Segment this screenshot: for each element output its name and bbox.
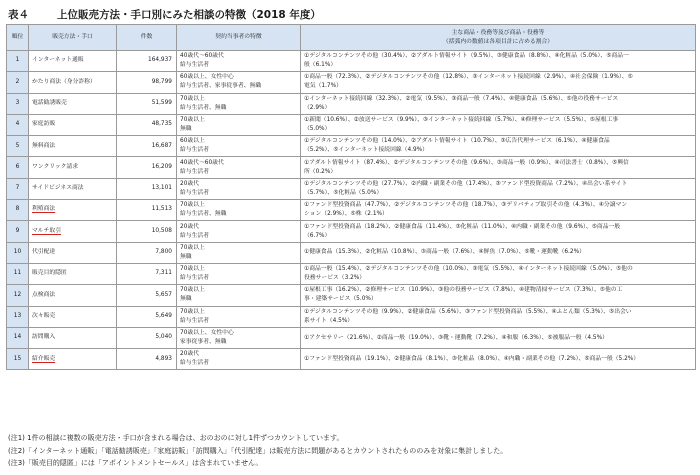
goods-line: ション（2.9%）、⑤株（2.1%） — [304, 211, 388, 218]
goods-line: ①ファンド型投資商品（18.2%）、②健康食品（11.4%）、③化粧品（11.0%）、④内職・副業その他（9.6%）、⑤商品一般 — [304, 223, 621, 230]
table-row — [7, 72, 696, 93]
notes — [8, 432, 507, 470]
goods-line: ①インターネット接続回線（32.3%）、②電気（9.5%）、③商品一般（7.4%）、④健康食品（5.6%）、⑤他の役務サービス — [304, 95, 619, 102]
feature-line: 70歳以上 — [180, 202, 205, 209]
goods-line: ①新聞（10.6%）、②放送サービス（9.9%）、③インターネット接続回線（5.7%）、④修理サービス（5.5%）、⑤屋根工事 — [304, 117, 619, 124]
count-cell: 51,599 — [117, 93, 177, 114]
features-cell — [177, 178, 301, 199]
method-label: サイドビジネス商法 — [32, 185, 84, 192]
features-cell — [177, 221, 301, 242]
goods-cell — [301, 157, 696, 178]
header-rank: 順位 — [7, 25, 29, 51]
rank-cell: 1 — [7, 51, 29, 72]
header-goods-line2: （括弧内の数値は各項目計に占める割合） — [442, 38, 554, 45]
method-cell — [29, 285, 117, 306]
features-cell — [177, 242, 301, 263]
table-row — [7, 93, 696, 114]
count-cell: 7,311 — [117, 263, 177, 284]
feature-line: 給与生活者 — [180, 232, 209, 239]
goods-line: 所（0.2%） — [304, 168, 337, 175]
features-cell — [177, 72, 301, 93]
feature-line: 給与生活者、無職 — [180, 104, 227, 111]
goods-line: 般（6.1%） — [304, 62, 337, 69]
method-label: 利殖商法 — [32, 206, 56, 213]
feature-line: 給与生活者 — [180, 168, 209, 175]
features-cell — [177, 51, 301, 72]
rank-cell: 3 — [7, 93, 29, 114]
count-cell: 11,513 — [117, 200, 177, 221]
method-label: 無料商法 — [32, 142, 56, 149]
goods-cell — [301, 72, 696, 93]
feature-line: 20歳代 — [180, 223, 199, 230]
table-row — [7, 242, 696, 263]
goods-line: ①デジタルコンテンツその他（9.9%）、②健康食品（5.6%）、③ファンド型投資商品（5.5%）、④ふとん類（5.3%）、⑤出会い — [304, 308, 632, 315]
goods-cell — [301, 327, 696, 348]
rank-cell: 6 — [7, 157, 29, 178]
method-cell — [29, 178, 117, 199]
method-cell — [29, 51, 117, 72]
feature-line: 給与生活者 — [180, 275, 209, 282]
count-cell: 5,040 — [117, 327, 177, 348]
goods-cell — [301, 285, 696, 306]
goods-cell — [301, 306, 696, 327]
method-cell — [29, 114, 117, 135]
table-row — [7, 306, 696, 327]
table-row — [7, 349, 696, 370]
goods-cell — [301, 349, 696, 370]
goods-line: （6.7%） — [304, 232, 331, 239]
feature-line: 70歳以上 — [180, 244, 205, 251]
method-cell — [29, 157, 117, 178]
count-cell: 5,657 — [117, 285, 177, 306]
feature-line: 40歳代～60歳代 — [180, 159, 224, 166]
feature-line: 70歳以上 — [180, 266, 205, 273]
header-goods — [301, 25, 696, 51]
goods-line: 系サイト（4.5%） — [304, 317, 354, 324]
header-row — [7, 25, 696, 51]
consultation-table — [6, 24, 696, 370]
features-cell — [177, 200, 301, 221]
rank-cell: 14 — [7, 327, 29, 348]
table-title — [8, 6, 321, 22]
feature-line: 給与生活者 — [180, 189, 209, 196]
goods-line: ①デジタルコンテンツその他（27.7%）、②内職・副業その他（17.4%）、③ファンド型投資商品（7.2%）、④出会い系サイト — [304, 180, 628, 187]
method-cell — [29, 136, 117, 157]
goods-line: ①健康食品（15.3%）、②化粧品（10.8%）、③商品一般（7.6%）、④鮮魚（7.0%）、⑤靴・運動靴（6.2%） — [304, 249, 585, 256]
method-cell — [29, 349, 117, 370]
goods-line: ①デジタルコンテンツその他（14.0%）、②アダルト情報サイト（10.7%）、③広告代理サービス（6.1%）、④健康食品 — [304, 138, 610, 145]
feature-line: 給与生活者、無職 — [180, 211, 227, 218]
goods-line: 役務サービス（3.2%） — [304, 275, 366, 282]
rank-cell: 2 — [7, 72, 29, 93]
table-row — [7, 136, 696, 157]
goods-cell — [301, 200, 696, 221]
goods-line: （5.7%）、⑤化粧品（5.0%） — [304, 189, 383, 196]
method-cell — [29, 306, 117, 327]
rank-cell: 9 — [7, 221, 29, 242]
goods-line: ①ファンド型投資商品（19.1%）、②健康食品（8.1%）、③化粧品（8.0%）、④内職・副業その他（7.2%）、⑤商品一般（5.2%） — [304, 355, 640, 362]
method-cell — [29, 327, 117, 348]
goods-line: 電気（1.7%） — [304, 83, 342, 90]
table-caption: 上位販売方法・手口別にみた相談の特徴（2018 年度） — [57, 8, 321, 21]
goods-cell — [301, 242, 696, 263]
header-count: 件数 — [117, 25, 177, 51]
goods-line: ①アクセサリー（21.6%）、②商品一般（19.0%）、③靴・運動靴（7.2%）、④和服（6.3%）、⑤被服品一般（4.5%） — [304, 334, 608, 341]
count-cell: 16,209 — [117, 157, 177, 178]
goods-line: （2.9%） — [304, 104, 331, 111]
table-number: 表４ — [8, 8, 29, 21]
features-cell — [177, 157, 301, 178]
features-cell — [177, 349, 301, 370]
method-label: 販売目的隠匿 — [32, 270, 67, 277]
rank-cell: 13 — [7, 306, 29, 327]
table-row — [7, 263, 696, 284]
feature-line: 70歳以上 — [180, 287, 205, 294]
note-3: (注3)「販売目的隠匿」には「アポイントメントセールス」は含まれていません。 — [8, 459, 263, 467]
method-label: ワンクリック請求 — [32, 163, 79, 170]
feature-line: 60歳以上、女性中心 — [180, 74, 234, 81]
count-cell: 5,649 — [117, 306, 177, 327]
feature-line: 20歳代 — [180, 180, 199, 187]
count-cell: 164,937 — [117, 51, 177, 72]
method-label: 電話勧誘販売 — [32, 99, 67, 106]
note-2: (注2)「インターネット通販」「電話勧誘販売」「家庭訪販」「訪問購入」「代引配達」は販売方法に問題があるとカウントされたもののみを対象に集計しました。 — [8, 446, 508, 455]
feature-line: 家事従事者、無職 — [180, 339, 227, 345]
method-label: かたり商法（身分詐称） — [32, 78, 96, 85]
header-method: 販売方法・手口 — [29, 25, 117, 51]
feature-line: 給与生活者、家事従事者、無職 — [180, 83, 262, 90]
method-cell — [29, 221, 117, 242]
goods-cell — [301, 51, 696, 72]
goods-line: ①商品一般（72.3%）、②デジタルコンテンツその他（12.8%）、③インターネット接続回線（2.9%）、④社会保険（1.9%）、⑤ — [304, 74, 633, 81]
count-cell: 7,800 — [117, 242, 177, 263]
header-features: 契約当事者の特徴 — [177, 25, 301, 51]
rank-cell: 10 — [7, 242, 29, 263]
feature-line: 70歳以上 — [180, 95, 205, 102]
table-row — [7, 51, 696, 72]
goods-cell — [301, 221, 696, 242]
features-cell — [177, 136, 301, 157]
count-cell: 10,508 — [117, 221, 177, 242]
goods-cell — [301, 93, 696, 114]
table-row — [7, 285, 696, 306]
feature-line: 60歳以上 — [180, 138, 205, 145]
table-row — [7, 157, 696, 178]
goods-line: 事・建築サービス（5.0%） — [304, 296, 377, 303]
features-cell — [177, 285, 301, 306]
method-label: 家庭訪販 — [32, 121, 56, 128]
method-cell — [29, 263, 117, 284]
count-cell: 98,799 — [117, 72, 177, 93]
goods-cell — [301, 178, 696, 199]
count-cell: 16,687 — [117, 136, 177, 157]
method-cell — [29, 200, 117, 221]
features-cell — [177, 263, 301, 284]
method-label: 次々販売 — [32, 312, 56, 319]
method-label: 点検商法 — [32, 291, 56, 298]
count-cell: 13,101 — [117, 178, 177, 199]
method-label: 訪問購入 — [32, 334, 56, 341]
method-label: マルチ取引 — [32, 227, 61, 234]
feature-line: 70歳以上、女性中心 — [180, 330, 234, 336]
table-row — [7, 221, 696, 242]
note-1: (注1) 1件の相談に複数の販売方法・手口が含まれる場合は、おのおのに対し1件ずつカウントしています。 — [8, 434, 344, 442]
feature-line: 給与生活者 — [180, 317, 209, 324]
feature-line: 無職 — [180, 296, 192, 303]
method-label: インターネット通販 — [32, 57, 84, 64]
feature-line: 給与生活者 — [180, 360, 209, 367]
method-label: 代引配達 — [32, 249, 56, 256]
features-cell — [177, 327, 301, 348]
features-cell — [177, 93, 301, 114]
feature-line: 無職 — [180, 126, 192, 133]
count-cell: 48,735 — [117, 114, 177, 135]
rank-cell: 11 — [7, 263, 29, 284]
table-row — [7, 178, 696, 199]
method-label: 紹介販売 — [32, 355, 56, 362]
feature-line: 40歳代～60歳代 — [180, 53, 224, 60]
rank-cell: 7 — [7, 178, 29, 199]
feature-line: 70歳以上 — [180, 308, 205, 315]
feature-line: 無職 — [180, 253, 192, 260]
rank-cell: 15 — [7, 349, 29, 370]
rank-cell: 12 — [7, 285, 29, 306]
table-row — [7, 200, 696, 221]
goods-line: ①商品一般（15.4%）、②デジタルコンテンツその他（10.0%）、③電気（5.5%）、④インターネット接続回線（5.0%）、⑤他の — [304, 266, 633, 273]
goods-line: （5.2%）、⑤インターネット接続回線（4.9%） — [304, 147, 428, 154]
goods-cell — [301, 263, 696, 284]
method-cell — [29, 93, 117, 114]
goods-line: （5.0%） — [304, 126, 331, 133]
features-cell — [177, 306, 301, 327]
rank-cell: 5 — [7, 136, 29, 157]
features-cell — [177, 114, 301, 135]
goods-cell — [301, 136, 696, 157]
table-row — [7, 327, 696, 348]
goods-cell — [301, 114, 696, 135]
count-cell: 4,893 — [117, 349, 177, 370]
feature-line: 給与生活者 — [180, 147, 209, 154]
table-row — [7, 114, 696, 135]
rank-cell: 4 — [7, 114, 29, 135]
goods-line: ①デジタルコンテンツその他（30.4%）、②アダルト情報サイト（9.5%）、③健康食品（8.8%）、④化粧品（5.0%）、⑤商品一 — [304, 53, 629, 60]
method-cell — [29, 242, 117, 263]
feature-line: 給与生活者 — [180, 62, 209, 69]
goods-line: ①ファンド型投資商品（47.7%）、②デジタルコンテンツその他（18.7%）、③デリバティブ取引その他（4.3%）、④分譲マン — [304, 202, 628, 209]
feature-line: 70歳以上 — [180, 117, 205, 124]
feature-line: 20歳代 — [180, 351, 199, 358]
header-goods-line1: 主な商品・役務等及び商品・役務等 — [451, 29, 545, 36]
rank-cell: 8 — [7, 200, 29, 221]
method-cell — [29, 72, 117, 93]
goods-line: ①アダルト情報サイト（87.4%）、②デジタルコンテンツその他（9.6%）、③商品一般（0.9%）、④司法書士（0.8%）、⑤興信 — [304, 159, 629, 166]
goods-line: ①屋根工事（16.2%）、②修理サービス（10.9%）、③他の役務サービス（7.8%）、④建物清掃サービス（7.3%）、⑤他の工 — [304, 287, 623, 294]
